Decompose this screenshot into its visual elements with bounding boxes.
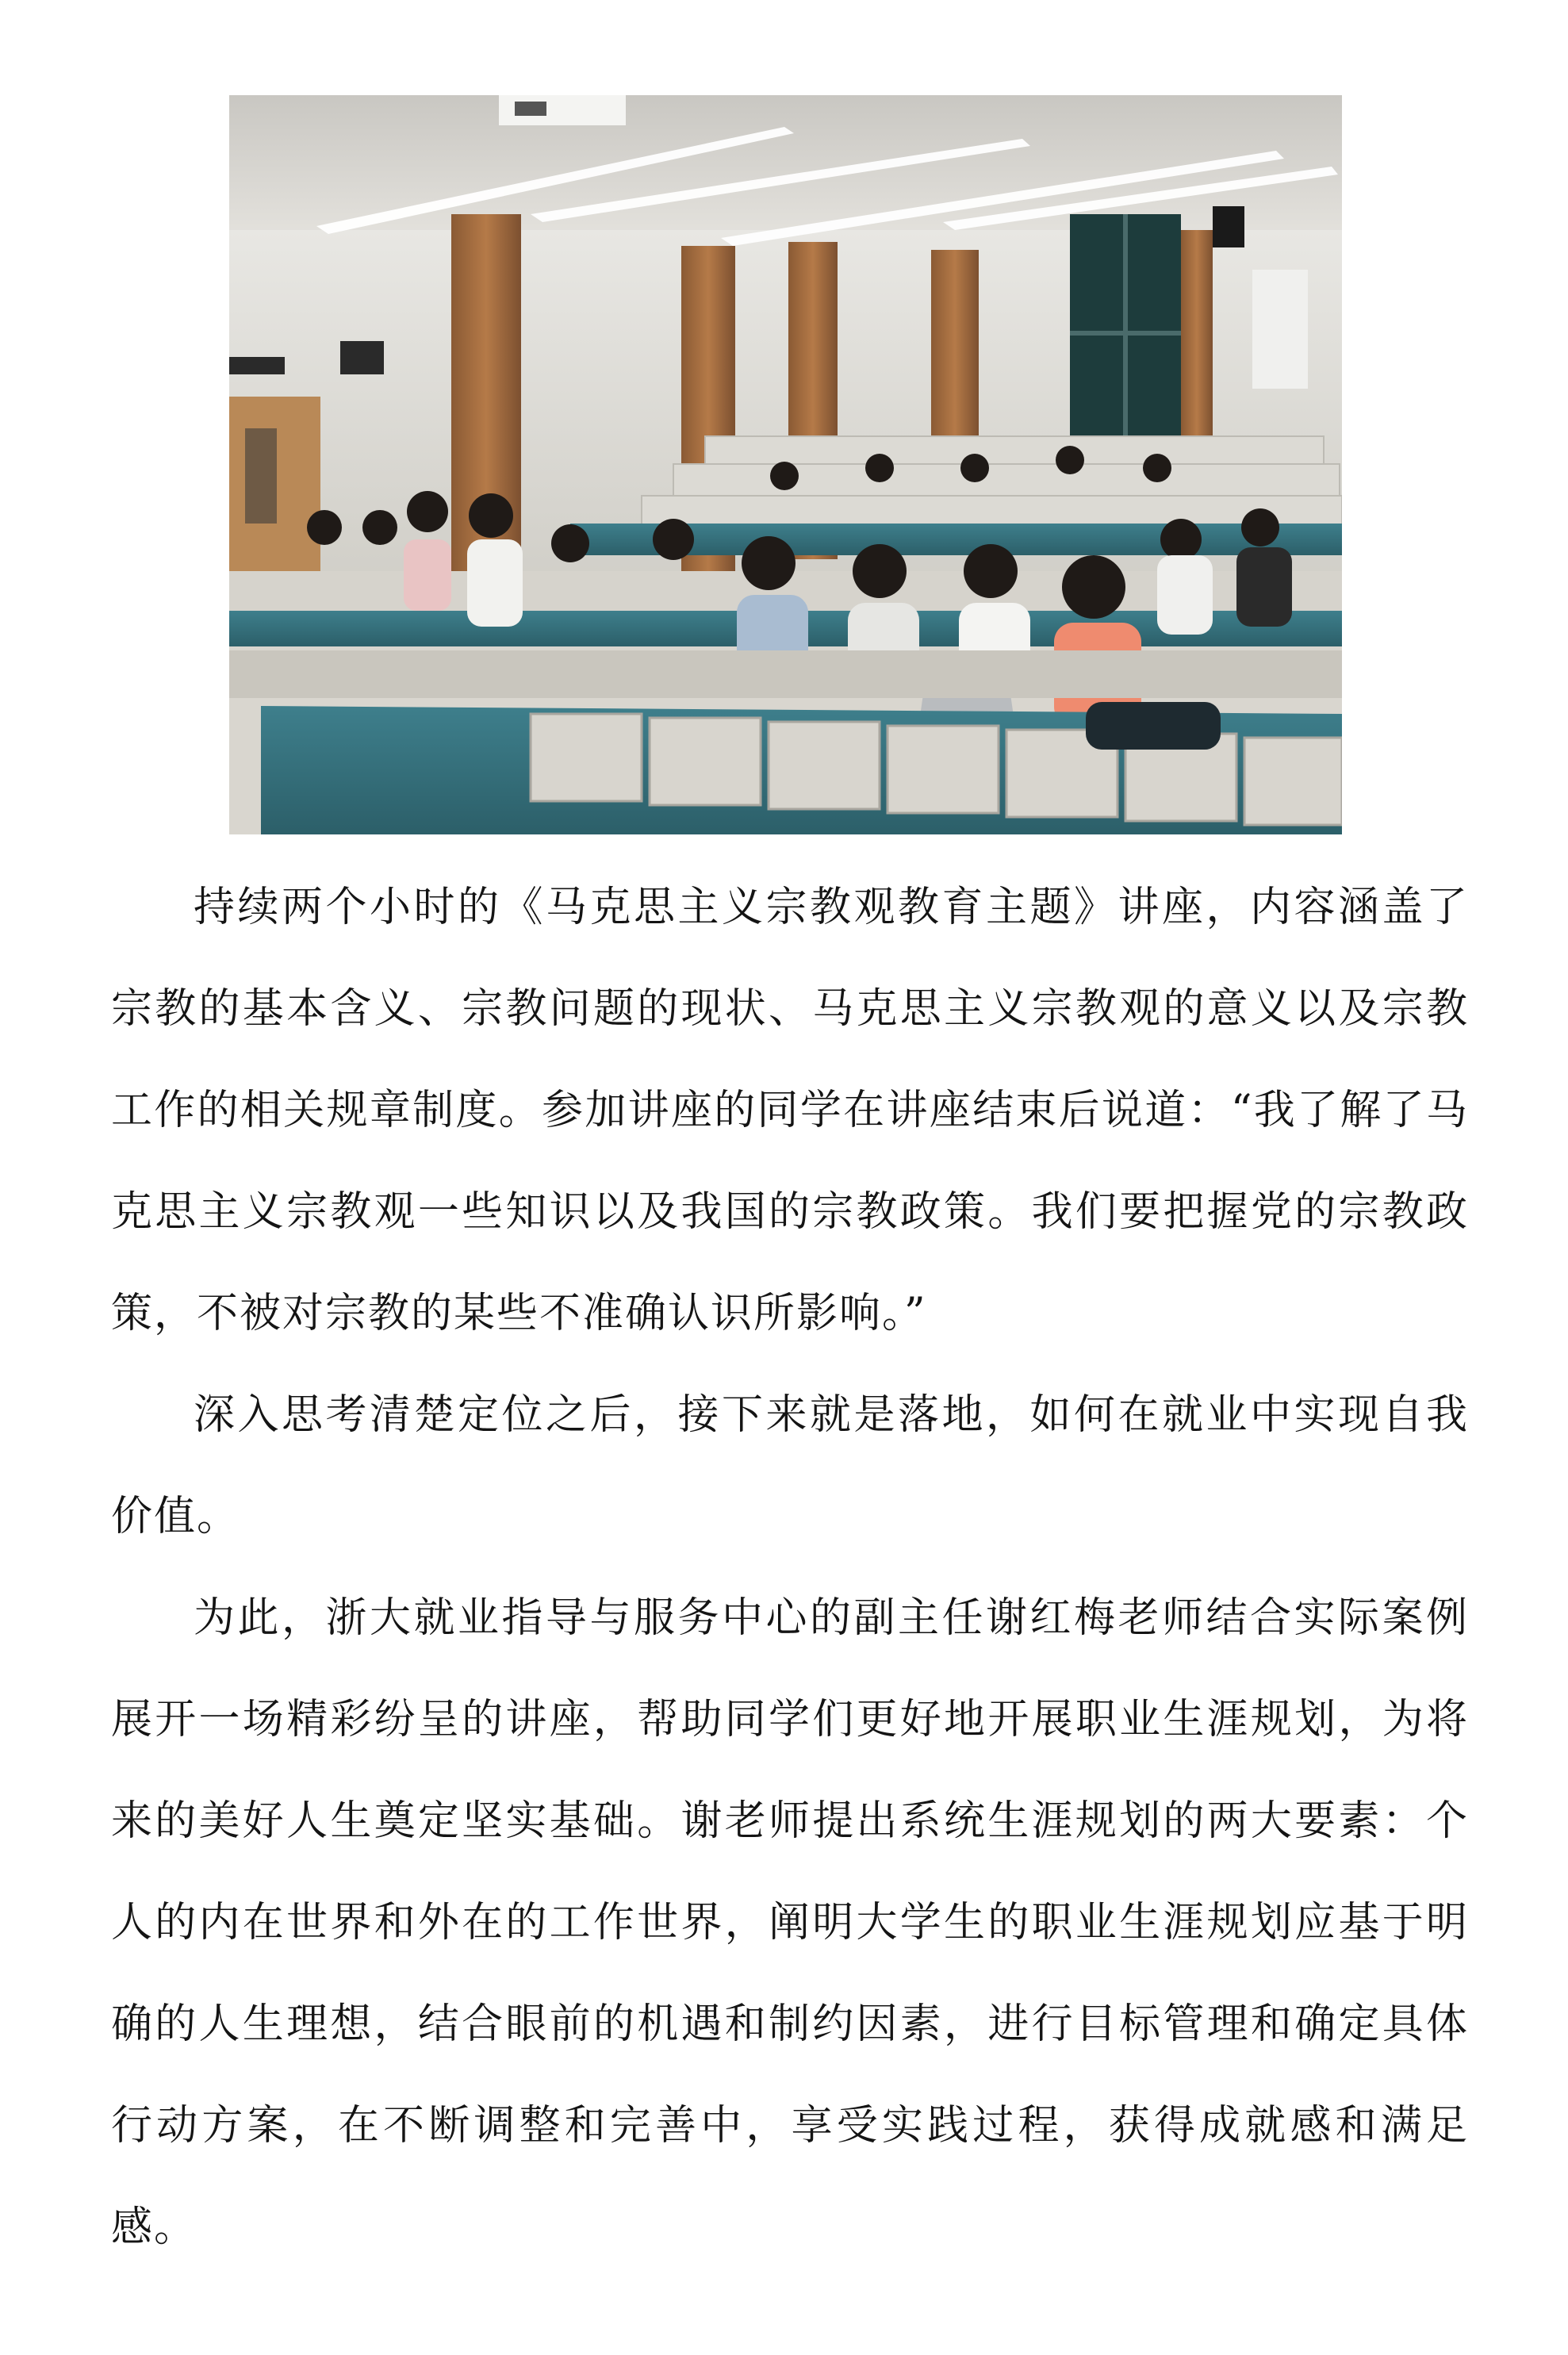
lecture-hall-photo-icon [229, 95, 1342, 834]
paragraph-career-lecture: 为此，浙大就业指导与服务中心的副主任谢红梅老师结合实际案例展开一场精彩纷呈的讲座，帮助同学们更好地开展职业生涯规划，为将来的美好人生奠定坚实基础。谢老师提出系统生涯规划的两大要素：个人的内在世界和外在的工作世界，阐明大学生的职业生涯规划应基于明确的人生理想，结合眼前的机遇和制约因素，进行目标管理和确定具体行动方案，在不断调整和完善中，享受实践过程，获得成就感和满足感。 [111, 1594, 1469, 2251]
paragraph-lecture-summary: 持续两个小时的《马克思主义宗教观教育主题》讲座，内容涵盖了宗教的基本含义、宗教问题的现状、马克思主义宗教观的意义以及宗教工作的相关规章制度。参加讲座的同学在讲座结束后说道：“我了解了马克思主义宗教观一些知识以及我国的宗教政策。我们要把握党的宗教政策，不被对宗教的某些不准确认识所影响。” [111, 884, 1469, 1337]
article-body [111, 857, 1469, 2278]
paragraph-transition: 深入思考清楚定位之后，接下来就是落地，如何在就业中实现自我价值。 [111, 1391, 1469, 1540]
lecture-hall-photo [229, 95, 1342, 834]
